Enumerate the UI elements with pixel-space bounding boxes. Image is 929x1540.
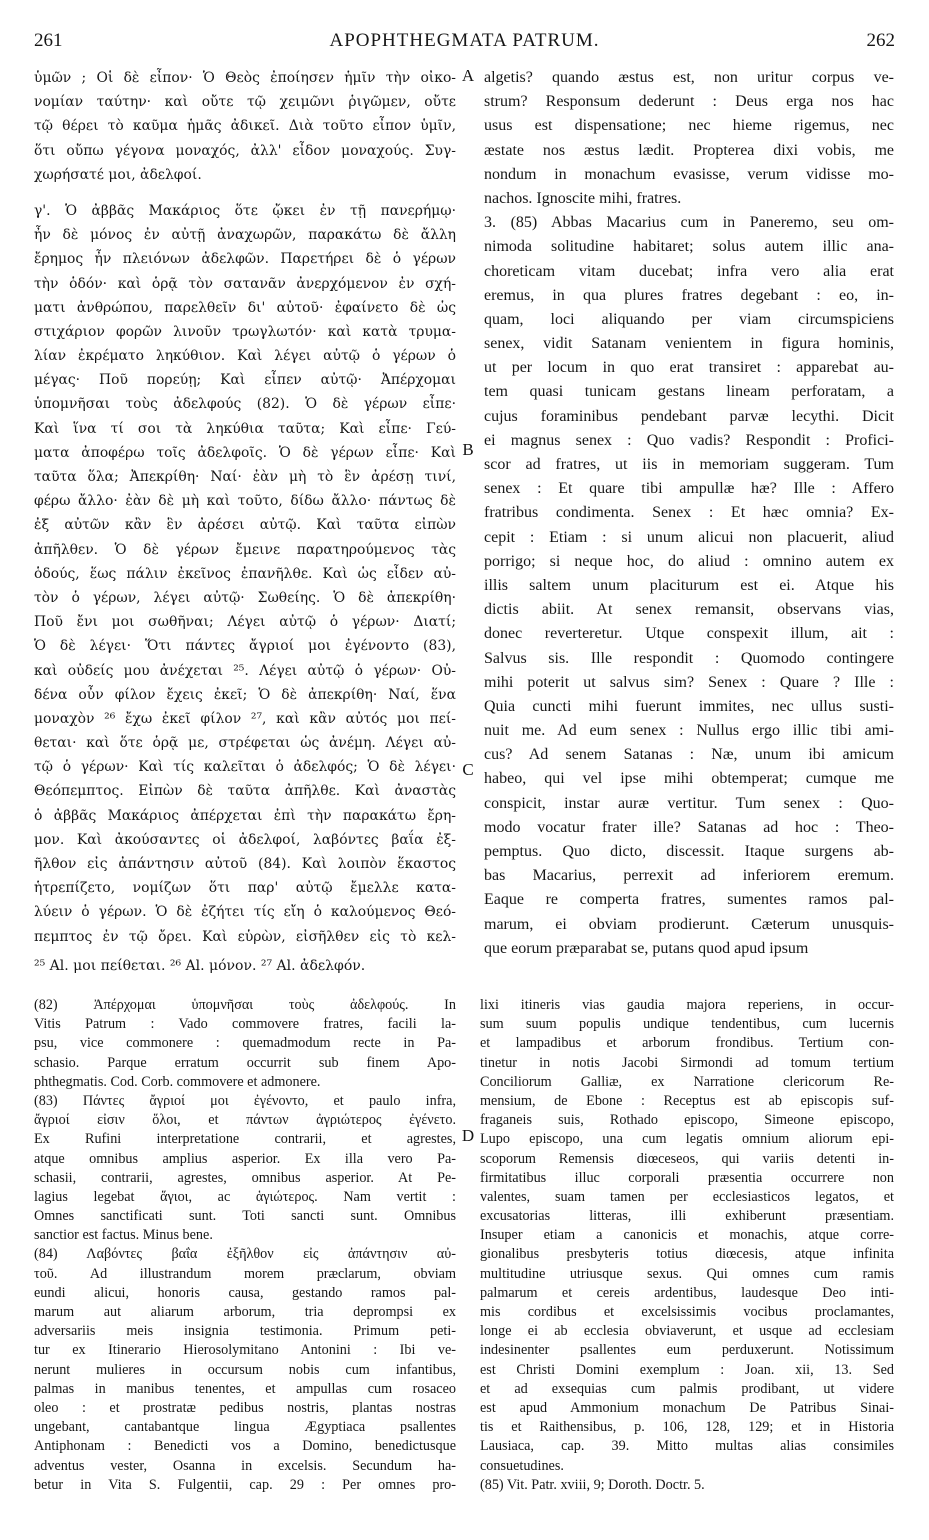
footnote-line: longe ei ab ecclesia obviaverunt, et usque ad ecclesiam: [480, 1323, 894, 1340]
footnote-line: tur ex Itinerario Hierosolymitano Antonini : Ibi ve-: [34, 1342, 456, 1359]
greek-text-line: ὁ ἀββᾶς Μακάριος ἀπέρχεται ἐπὶ τὴν παρακάτω ἔρη-: [34, 807, 456, 824]
footnote-line: Omnes sanctificati sunt. Toti sancti sunt. Omnibus: [34, 1208, 456, 1225]
latin-text-line: porrigo; si neque hoc, do aliud : omnino autem ex: [484, 552, 894, 570]
footnote-line: eundi alicui, honoris causa, gestando ramos pal-: [34, 1284, 456, 1301]
footnote-line: multitudine utriusque sexus. Qui omnes cum ramis: [480, 1265, 894, 1282]
margin-marker-b: B: [462, 440, 474, 459]
latin-text-column: [484, 66, 894, 961]
latin-text-line: nachos. Ignoscite mihi, fratres.: [484, 189, 682, 207]
margin-marker-d: D: [461, 1126, 475, 1145]
footnote-line: oleo : et prostratæ pedibus nostris, plantas nostras: [34, 1399, 456, 1416]
greek-text-line: ἐξ αὐτῶν κἂν ἓν ἀρέσει αὐτῷ. Καὶ ταῦτα εἰπὼν: [34, 517, 456, 534]
footnote-line: ἄγριοί εἰσιν ὅλοι, et πάντων ἀγριώτερος ἐγένετο.: [34, 1112, 456, 1129]
latin-text-line: donec reverteretur. Utque conspexit illum, ait :: [484, 625, 894, 643]
latin-text-line: Salvus sis. Ille respondit : Quomodo contingere: [484, 649, 894, 667]
latin-text-line: ei magnus senex : Quo vadis? Respondit : Profici-: [484, 431, 894, 449]
footnote-line: ungebant, cantabantque lingua Ægyptiaca psallentes: [34, 1419, 456, 1436]
latin-text-line: conspicit, instar auræ vertitur. Tum senex : Quo-: [484, 794, 894, 812]
latin-text-line: Eaque re comperta fratres, sumentes ramos pal-: [484, 891, 894, 909]
footnote-line: et ad exsequias cum palmis prodibant, ut videre: [480, 1380, 894, 1397]
footnote-line: τοῦ. Ad illustrandum morem præclarum, obviam: [34, 1265, 456, 1282]
greek-text-line: τὴν ὁδόν· καὶ ὁρᾷ τὸν σατανᾶν ἀνερχόμενον ἐν σχή-: [34, 275, 456, 292]
footnote-line: Antiphonam : Benedicti vos a Domino, benedictusque: [34, 1438, 456, 1455]
greek-text-line: μοναχὸν ²⁶ ἔχω ἐκεῖ φίλον ²⁷, καὶ κἂν αὐτός μοι πεί-: [34, 710, 456, 727]
footnote-line: lixi itineris vias gaudia majora reperiens, in occur-: [480, 997, 894, 1013]
running-title: APOPHTHEGMATA PATRUM.: [329, 30, 600, 51]
greek-text-line: τὸν ὁ γέρων, λέγει αὐτῷ· Σωθείης. Ὁ δὲ ἀπεκρίθη·: [34, 589, 456, 606]
latin-text-line: modo vocatur frater ille? Satanas ad hoc : Theo-: [484, 818, 894, 836]
latin-text-line: que eorum præparabat se, putans quod apud ipsum: [484, 939, 809, 957]
greek-text-line: ἡτρεπίζετο, νομίζων ὅτι παρ' αὐτῷ ἔμελλε κατα-: [34, 880, 456, 897]
footnote-line: phthegmatis. Cod. Corb. commovere et admonere.: [34, 1073, 321, 1090]
latin-text-line: cus? Ad senem Satanas : Næ, unum ibi amicum: [484, 746, 894, 764]
greek-text-line: ὁδούς, ἕως πάλιν ἐκεῖνος ἐπανῆλθε. Καὶ ὡς εἶδεν αὐ-: [34, 565, 456, 582]
footnote-line: (85) Vit. Patr. xviii, 9; Doroth. Doctr. 5.: [480, 1476, 705, 1493]
footnote-line: Ex Rufini interpretatione contrarii, et agrestes,: [34, 1131, 456, 1148]
footnote-line: fraganeis suis, Rothado episcopo, Simeone episcopo,: [480, 1112, 894, 1129]
latin-text-line: eremus, in qua plures fratres degebant : eo, in-: [484, 286, 894, 304]
footnote-line: (83) Πάντες ἄγριοί μοι ἐγένοντο, et paulo infra,: [34, 1092, 456, 1109]
latin-text-line: quam, loci aliquando per viam circumspiciens: [484, 310, 894, 328]
footnote-line: scoporum Remensis diœceseos, qui variis detenti in-: [480, 1150, 894, 1167]
footnote-line: adventus vester, Osanna in excelsis. Secundum ha-: [34, 1457, 456, 1474]
latin-text-line: bas Macarius, perrexit ad inferiorem eremum.: [484, 867, 894, 885]
footnote-line: palmarum et cereis ardentibus, laudesque Deo inti-: [480, 1284, 894, 1301]
latin-text-line: senex : Et quare tibi ampullæ hæ? Ille : Affero: [484, 480, 894, 498]
greek-text-line: ὅτι οὔπω γέγονα μοναχός, ἀλλ' εἶδον μοναχούς. Συγ-: [34, 142, 456, 159]
greek-text-line: στιχάριον φορῶν λινοῦν τρωγλωτόν· καὶ κατὰ τρυμα-: [34, 323, 456, 340]
latin-text-line: dictis abiit. At senex remansit, observans vias,: [484, 601, 894, 619]
footnote-line: (82) Ἀπέρχομαι ὑπομνῆσαι τοὺς ἀδελφούς. In: [34, 997, 456, 1013]
footnote-line: sum suum populis undique tendentibus, cum lucernis: [480, 1016, 894, 1033]
greek-text-line: τῷ θέρει τὸ καῦμα ἡμᾶς ἀδικεῖ. Διὰ τοῦτο εἶπον ὑμῖν,: [34, 118, 456, 135]
latin-text-line: 3. (85) Abbas Macarius cum in Paneremo, seu om-: [484, 214, 894, 232]
latin-text-line: pemptus. Quo dicto, discessit. Itaque surgens ab-: [484, 843, 894, 860]
footnote-line: Lupo episcopo, una cum legatis omnium aliorum epi-: [480, 1131, 894, 1148]
latin-text-line: illis saltem unum placiturum est ei. Atque his: [484, 576, 894, 594]
footnote-line: est apud Ammonium monachum De Patribus Sinai-: [480, 1399, 894, 1416]
greek-text-line: ἀπῆλθεν. Ὁ δὲ γέρων ἔμεινε παρατηρούμενος τὰς: [34, 541, 456, 558]
greek-text-line: τῷ ὁ γέρων· Καὶ τίς καλεῖται ὁ ἀδελφός; Ὁ δὲ λέγει·: [34, 759, 456, 776]
greek-text-line: ταῦτα ὅλα; Ἀπεκρίθη· Ναί· ἐὰν μὴ τὸ ἓν ἀρέσῃ τινί,: [34, 469, 456, 485]
footnote-line: sanctior est factus. Minus bene.: [34, 1227, 213, 1244]
latin-text-line: algetis? quando æstus est, non uritur corpus ve-: [484, 69, 894, 86]
greek-text-line: πεμπτος ἐν τῷ ὄρει. Καὶ εὑρὼν, εἰσῆλθεν εἰς τὸ κελ-: [34, 928, 456, 945]
footnote-line: indesinenter psallentes eum perduxerunt. Notissimum: [480, 1342, 894, 1359]
footnote-line: consuetudines.: [480, 1457, 564, 1474]
page-number-right: 262: [866, 30, 895, 51]
greek-text-line: λύειν ὁ γέρων. Ὁ δὲ ἐζήτει τίς εἴη ὁ καλούμενος Θεό-: [34, 904, 456, 921]
margin-marker-a: A: [461, 66, 475, 85]
greek-text-line: θεται· καὶ ὅτε ὁρᾷ με, στρέφεται ὡς ἀνέμη. Λέγει αὐ-: [34, 735, 456, 752]
greek-text-line: ὑπομνῆσαι τοὺς ἀδελφούς (82). Ὁ δὲ γέρων εἶπε·: [34, 396, 456, 413]
latin-text-line: nondum in monachum evasisse, verum vidisse mo-: [484, 165, 894, 183]
footnote-line: excusatorias litteras, illi exhiberunt præsentiam.: [480, 1208, 894, 1225]
footnote-line: tis et Raithensibus, p. 106, 128, 129; et in Historia: [480, 1419, 894, 1436]
page-number-left: 261: [34, 30, 63, 51]
variant-readings: ²⁵ Al. μοι πείθεται. ²⁶ Al. μόνον. ²⁷ Al. ἀδελφόν.: [34, 958, 366, 974]
latin-text-line: cepit : Etiam : si unum alicui non placuerit, aliud: [484, 528, 894, 546]
greek-text-line: Καὶ ἵνα τί σοι τὰ ληκύθια ταῦτα; Καὶ εἶπε· Γεύ-: [34, 420, 456, 437]
greek-text-line: δένα οὖν φίλον ἔχεις ἐκεῖ; Ὁ δὲ ἀπεκρίθη· Ναί, ἕνα: [34, 686, 456, 703]
greek-text-line: Θεόπεμπτος. Εἰπὼν δὲ ταῦτα ἀπῆλθε. Καὶ ἀναστὰς: [34, 783, 456, 800]
footnote-line: est Christi Domini exemplum : Joan. xii, 13. Sed: [480, 1361, 894, 1378]
greek-text-line: χωρήσατέ μοι, ἀδελφοί.: [34, 166, 202, 183]
footnote-line: gionalibus presbyteris totius diœcesis, atque infinita: [480, 1246, 894, 1263]
footnote-line: valentes, suam tamen per ecclesiasticos legatos, et: [480, 1188, 894, 1205]
latin-text-line: tem quasi tunicam gestans lineam perforatam, a: [484, 383, 894, 401]
greek-text-line: ῆλθον εἰς ἀπάντησιν αὐτοῦ (84). Καὶ λοιπὸν ἕκαστος: [34, 856, 456, 872]
footnote-line: lagius legebat ἅγιοι, ac ἁγιώτερος. Nam vertit :: [34, 1188, 456, 1205]
greek-text-line: ματα ἀποφέρω τοῖς ἀδελφοῖς. Ὁ δὲ γέρων εἶπε· Καὶ: [34, 444, 456, 461]
footnote-line: (84) Λαβόντες βαΐα ἐξῆλθον εἰς ἀπάντησιν αὐ-: [34, 1246, 456, 1263]
latin-text-line: scor ad fratres, ut iis in memoriam suggeram. Tum: [484, 456, 894, 473]
greek-text-line: ἔρημος ἦν πλειόνων ἀδελφῶν. Παρετήρει δὲ ὁ γέρων: [34, 251, 456, 268]
greek-text-line: Ὁ δὲ λέγει· Ὅτι πάντες ἄγριοί μοι ἐγένοντο (83),: [34, 638, 456, 655]
latin-text-line: marum, ei obviam prodierunt. Cæterum unusquis-: [484, 915, 894, 933]
footnote-line: Lausiaca, cap. 39. Mitto multas alias consimiles: [480, 1438, 894, 1455]
footnote-line: psu, vice commonere : quemadmodum recte in Pa-: [34, 1035, 456, 1052]
footnote-line: atque omnibus amplius asperior. Ex illa vero Pa-: [34, 1150, 456, 1167]
footnote-line: mis cordibus et excelsissimis vocibus proclamantes,: [480, 1304, 894, 1320]
greek-text-line: φέρω ἄλλο· ἐὰν δὲ μὴ καὶ τοῦτο, δίδω ἄλλο· πάντως δὲ: [34, 493, 456, 510]
footnote-line: marum aut aliarum arborum, tria deprompsi ex: [34, 1304, 456, 1320]
footnote-line: Conciliorum Galliæ, ex Narratione clericorum Re-: [480, 1073, 894, 1090]
footnote-line: et lampadibus et arborum frondibus. Tertium con-: [480, 1035, 894, 1052]
latin-text-line: Quia cuncti mihi fuerunt immites, nec ullus susti-: [484, 697, 894, 715]
greek-text-line: λίαν ἐκρέματο ληκύθιον. Καὶ λέγει αὐτῷ ὁ γέρων ὁ: [34, 348, 456, 365]
footnote-line: nerunt mulieres in occursum nobis cum infantibus,: [34, 1361, 456, 1378]
page-header: [34, 30, 895, 60]
greek-text-line: νομίαν ταύτην· καὶ οὔτε τῷ χειμῶνι ῥιγῶμεν, οὔτε: [34, 94, 456, 111]
greek-text-line: ὑμῶν ; Οἱ δὲ εἶπον· Ὁ Θεὸς ἐποίησεν ἡμῖν τὴν οἰκο-: [34, 70, 456, 86]
greek-text-line: γ'. Ὁ ἀββᾶς Μακάριος ὅτε ᾤκει ἐν τῇ πανερήμῳ·: [34, 202, 456, 219]
greek-text-line: καὶ οὐδείς μου ἀνέχεται ²⁵. Λέγει αὐτῷ ὁ γέρων· Οὐ-: [34, 662, 456, 679]
margin-marker-c: C: [462, 760, 474, 779]
footnote-line: adversariis meis insignia testimonia. Primum peti-: [34, 1323, 456, 1340]
latin-text-line: cujus foraminibus pendebant parvæ lecythi. Dicit: [484, 407, 894, 425]
latin-text-line: ut per locum in quo erat transiret : apparebat au-: [484, 359, 894, 377]
greek-text-line: Ποῦ ἔνι μοι σωθῆναι; Λέγει αὐτῷ ὁ γέρων· Διατί;: [34, 614, 456, 631]
footnote-line: Vitis Patrum : Vado commovere fratres, facili la-: [34, 1016, 456, 1033]
greek-text-line: ματι ἀνθρώπου, παρελθεῖν δι' αὐτοῦ· ἐφαίνετο δὲ ὡς: [34, 299, 456, 316]
footnote-line: tinetur in notis Jacobi Sirmondi ad tomum tertium: [480, 1054, 894, 1071]
greek-text-line: ἦν δὲ μόνος ἐν αὐτῇ ἀναχωρῶν, παρακάτω δὲ ἄλλη: [34, 227, 456, 244]
latin-text-line: fratribus condimenta. Senex : Et hæc omnia? Ex-: [484, 504, 894, 522]
latin-text-line: æstate nos æstus lædit. Propterea dixi vobis, me: [484, 141, 894, 159]
latin-text-line: mihi poterit ut salvus sim? Senex : Quare ? Ille :: [484, 673, 894, 691]
footnote-line: palmas in manibus tenentes, et ampullas cum rosaceo: [34, 1380, 456, 1397]
greek-text-line: μον. Καὶ ἀκούσαντες οἱ ἀδελφοί, λαβόντες βαΐα ἐξ-: [34, 831, 456, 848]
greek-text-column: [34, 66, 456, 949]
paragraph-gap: [34, 187, 456, 199]
footnote-line: schasii, contrarii, agrestes, omnibus asperior. At Pe-: [34, 1169, 456, 1186]
greek-text-line: μέγας· Ποῦ πορεύῃ; Καὶ εἶπεν αὐτῷ· Ἀπέρχομαι: [34, 372, 456, 389]
latin-text-line: strum? Responsum dederunt : Deus erga nos hac: [484, 93, 894, 111]
latin-text-line: nuit me. Ad eum senex : Nullus ergo illic tibi ami-: [484, 722, 894, 740]
latin-text-line: senex, vidit Satanam venientem in figura hominis,: [484, 335, 894, 353]
footnotes-left-column: [34, 996, 456, 1495]
latin-text-line: choreticam vitam ducebat; infra vero alia erat: [484, 262, 894, 280]
latin-text-line: habeo, qui vel ipse mihi obtemperat; cumque me: [484, 770, 894, 788]
latin-text-line: nimoda solitudine habitaret; solus autem illic ana-: [484, 238, 894, 256]
footnote-line: betur in Vita S. Fulgentii, cap. 29 : Per omnes pro-: [34, 1476, 456, 1493]
latin-text-line: usus est dispensatione; nec hieme rigemus, nec: [484, 117, 894, 135]
footnote-line: Insuper etiam a canonicis et monachis, atque corre-: [480, 1227, 894, 1244]
footnote-line: firmitatibus illuc corporali præsentia occurrere non: [480, 1169, 894, 1186]
footnote-line: mensium, de Ebone : Receptus est ab episcopis suf-: [480, 1092, 894, 1109]
footnotes-right-column: [480, 996, 894, 1495]
footnote-line: schasio. Parque erratum occurrit sub finem Apo-: [34, 1054, 456, 1071]
